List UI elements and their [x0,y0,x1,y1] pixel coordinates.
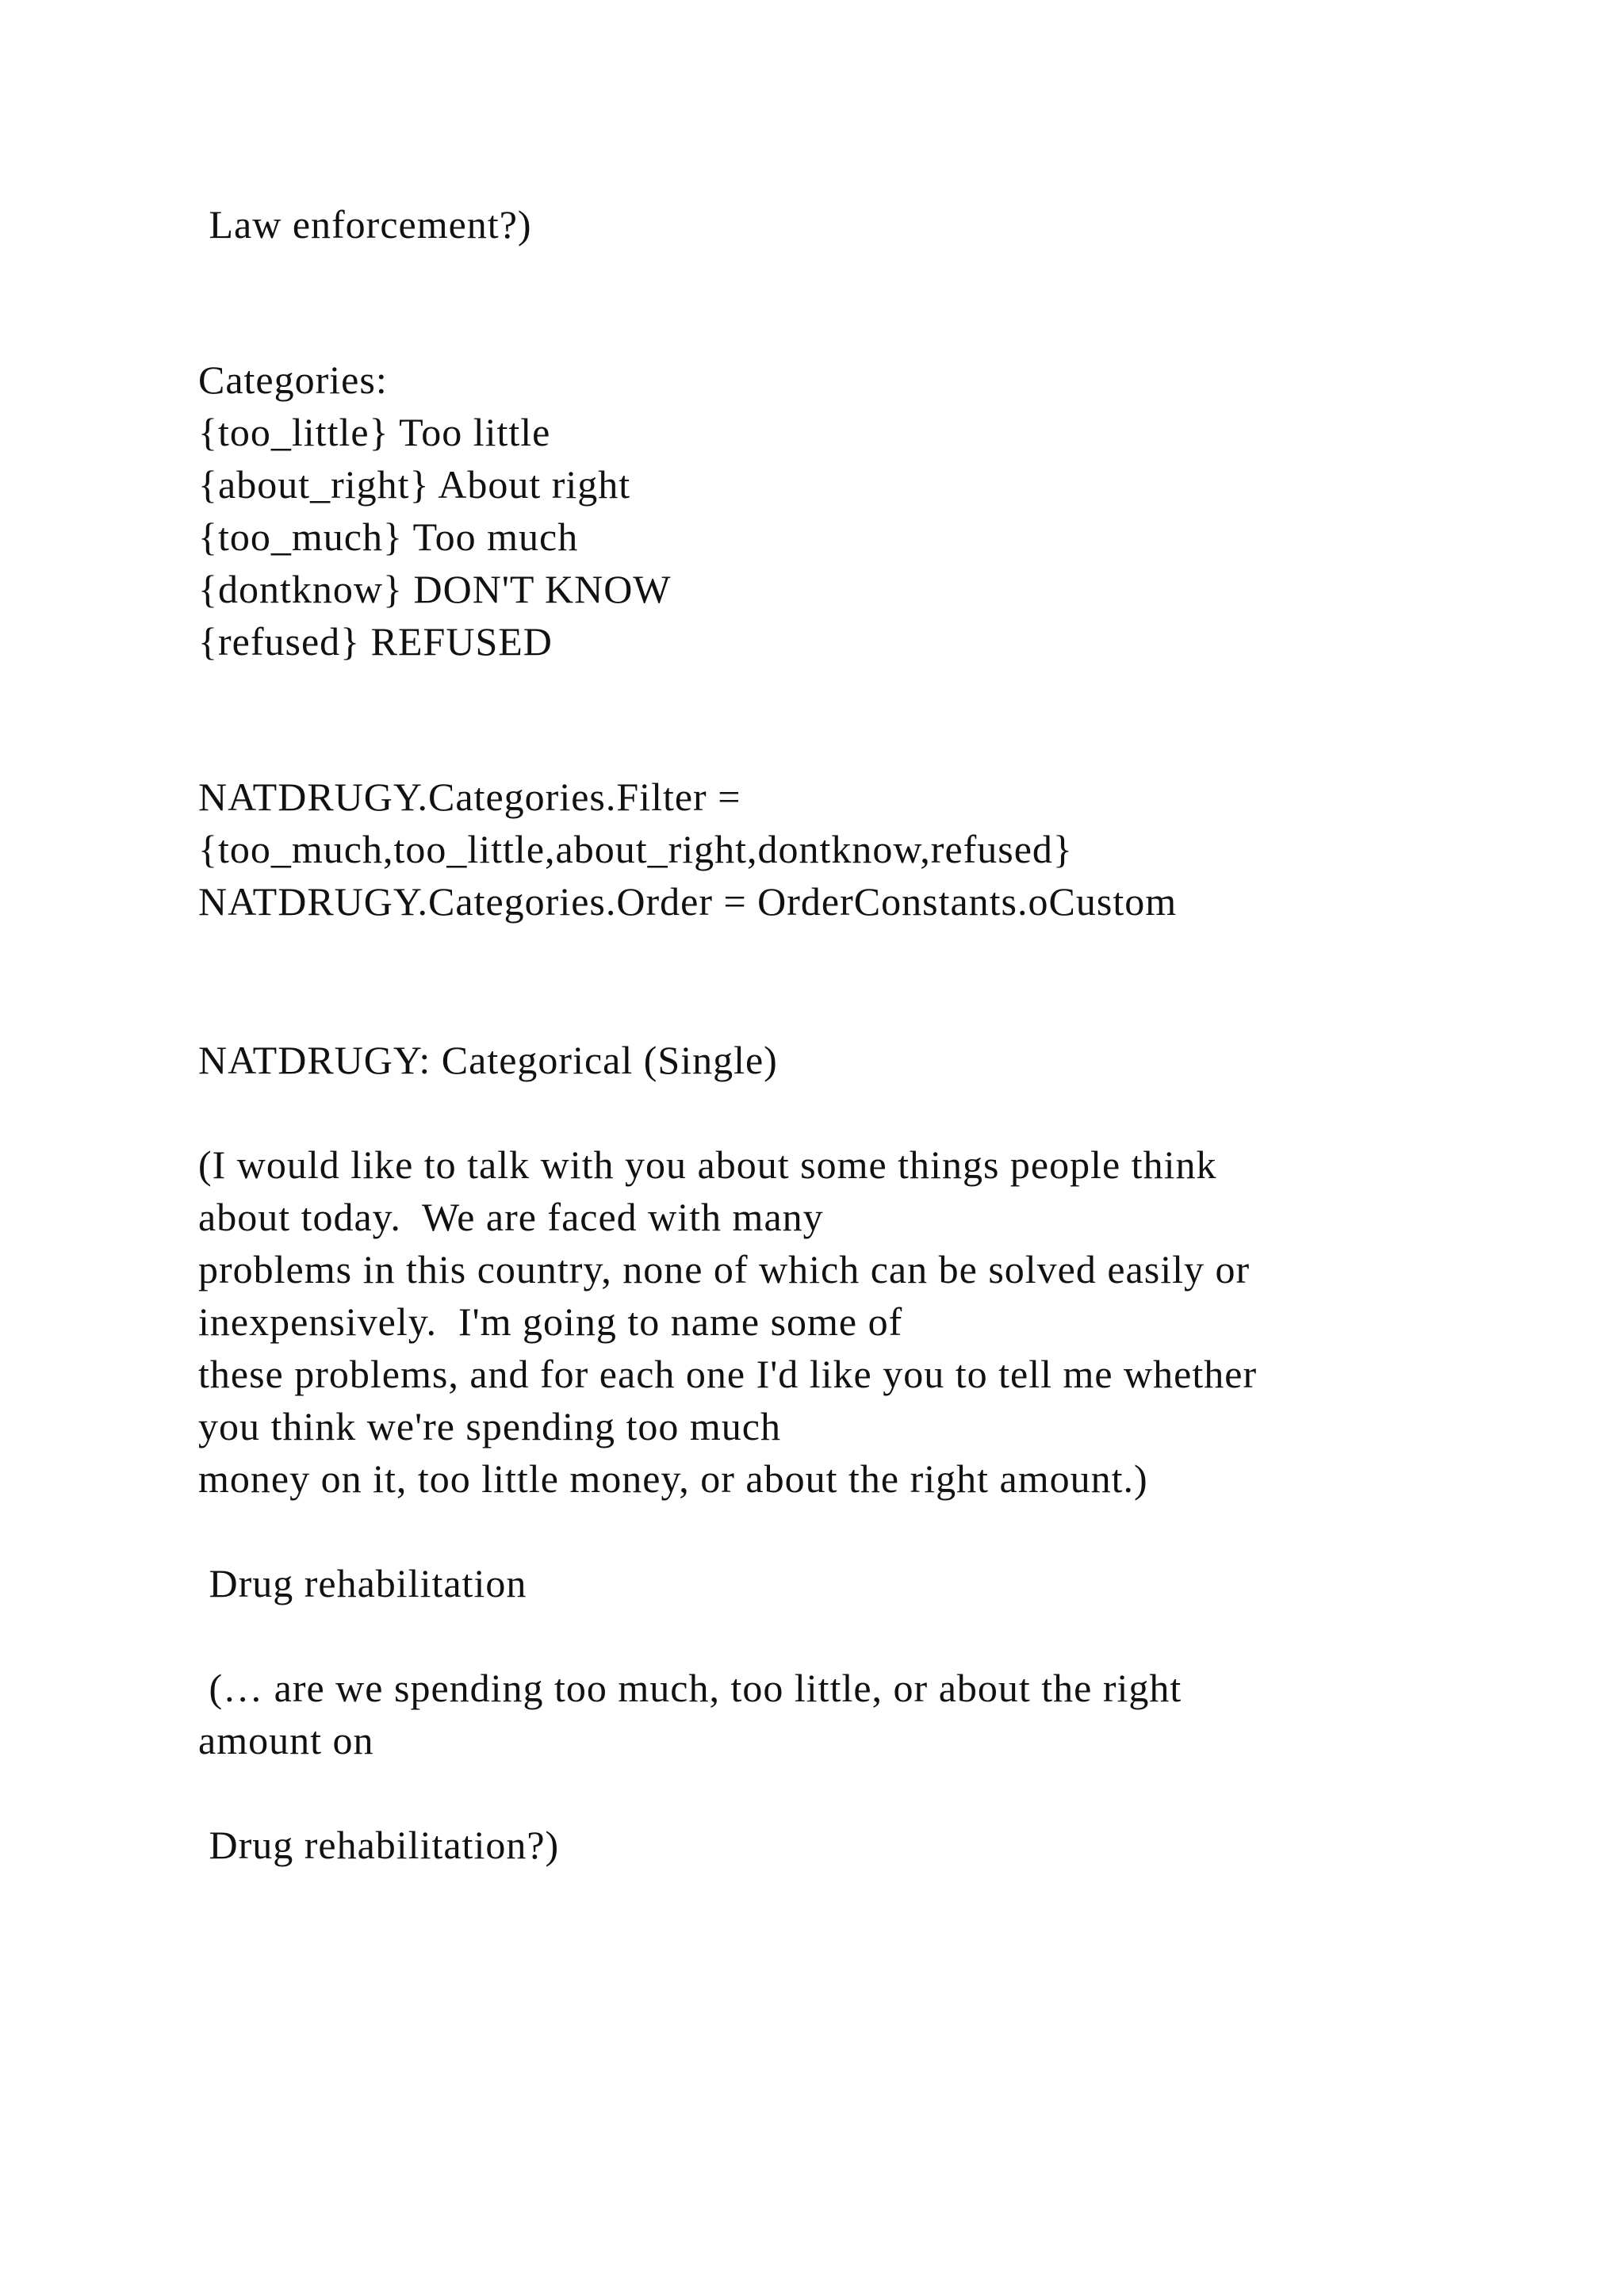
item-label: Drug rehabilitation [198,1561,527,1605]
category-too-much: {too_much} Too much [198,515,579,559]
law-enforcement-line: Law enforcement?) [198,202,532,247]
intro-line-4: inexpensively. I'm going to name some of [198,1299,903,1344]
followup-line-1: (… are we spending too much, too little, or about the right [198,1666,1182,1710]
intro-line-1: (I would like to talk with you about some things people think [198,1142,1217,1187]
category-refused: {refused} REFUSED [198,619,553,664]
category-too-little: {too_little} Too little [198,410,551,454]
followup-line-2: amount on [198,1718,374,1762]
intro-line-5: these problems, and for each one I'd like you to tell me whether [198,1352,1258,1396]
category-about-right: {about_right} About right [198,462,631,507]
question-header: NATDRUGY: Categorical (Single) [198,1038,778,1082]
filter-line-1: NATDRUGY.Categories.Filter = [198,775,741,819]
intro-line-7: money on it, too little money, or about the right amount.) [198,1456,1148,1501]
filter-line-2: {too_much,too_little,about_right,dontknow,refused} [198,827,1073,871]
item-label-question: Drug rehabilitation?) [198,1823,560,1867]
intro-line-3: problems in this country, none of which can be solved easily or [198,1247,1251,1292]
categories-heading: Categories: [198,358,388,402]
category-dontknow: {dontknow} DON'T KNOW [198,567,672,611]
intro-line-6: you think we're spending too much [198,1404,781,1448]
intro-line-2: about today. We are faced with many [198,1195,824,1239]
order-line: NATDRUGY.Categories.Order = OrderConstants.oCustom [198,879,1178,924]
